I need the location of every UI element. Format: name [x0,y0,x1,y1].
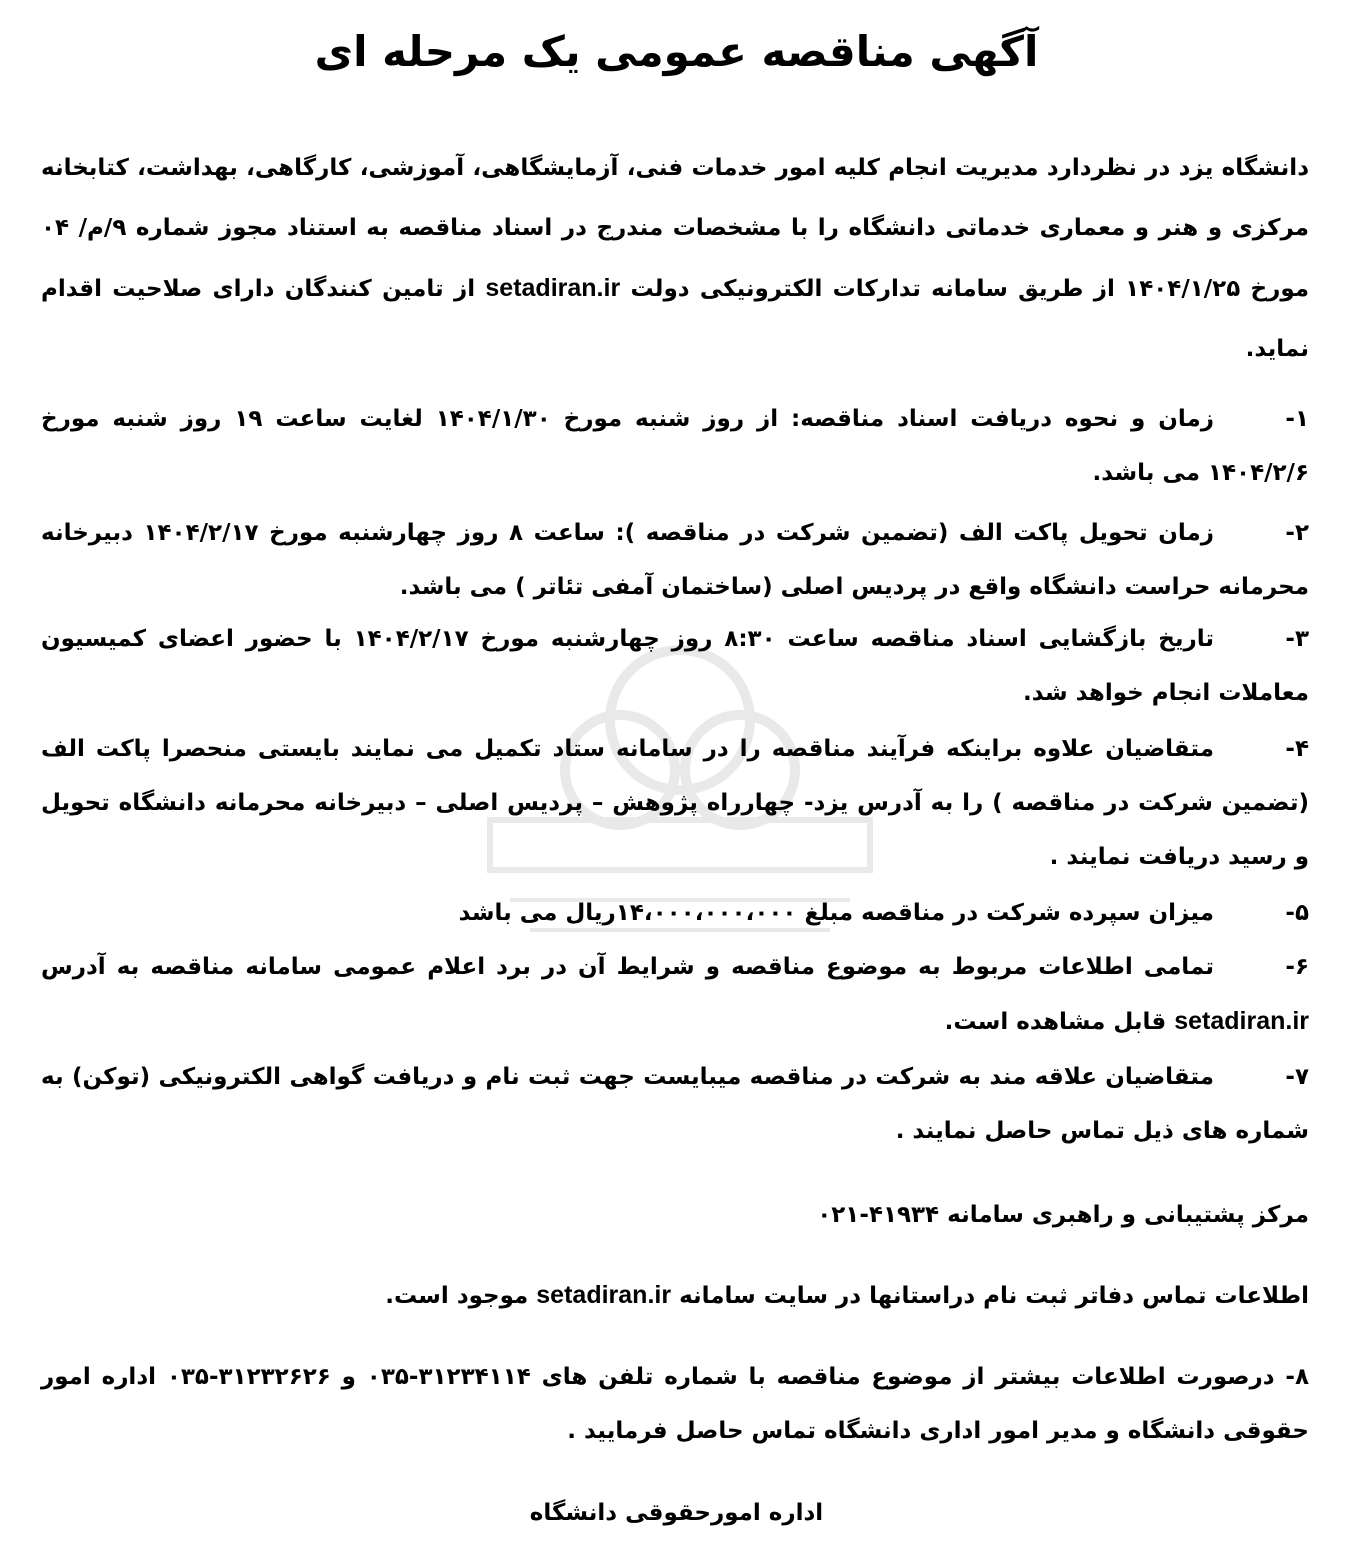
item-1 [41,392,1309,500]
item-5-number: ۵- [1285,900,1309,926]
item-8-text: درصورت اطلاعات بیشتر از موضوع مناقصه با شماره تلفن های ۳۱۲۳۴۱۱۴-۰۳۵ و ۳۱۲۳۲۶۲۶-۰۳۵ اداره امور حقوقی دانشگاه و مدیر امور اداری دانشگاه تماس حاصل فرمایید . [41,1364,1309,1444]
item-7-text: متقاضیان علاقه مند به شرکت در مناقصه میبایست جهت ثبت نام و دریافت گواهی الکترونیکی (توکن) به شماره های ذیل تماس حاصل نمایند . [41,1064,1309,1144]
item-4 [41,722,1309,884]
item-4-text: متقاضیان علاوه براینکه فرآیند مناقصه را در سامانه ستاد تکمیل می نمایند بایستی منحصرا پاکت الف (تضمین شرکت در مناقصه ) را به آدرس یزد- چهارراه پژوهش – پردیس اصلی – دبیرخانه محرمانه دانشگاه تحویل و رسید دریافت نمایند . [41,736,1309,870]
item-8 [41,1350,1309,1458]
item-6-setadiran-link: setadiran.ir [1174,1007,1309,1035]
item-1-text: زمان و نحوه دریافت اسناد مناقصه: از روز شنبه مورخ ۱۴۰۴/۱/۳۰ لغایت ساعت ۱۹ روز شنبه مورخ ۱۴۰۴/۲/۶ می باشد. [41,406,1309,486]
item-2-number: ۲- [1285,520,1309,546]
offices-text-part2: موجود است. [385,1283,537,1309]
item-6-text-end: قابل مشاهده است. [944,1009,1175,1035]
offices-text-part1: اطلاعات تماس دفاتر ثبت نام دراستانها در سایت سامانه [671,1283,1309,1309]
item-6-number: ۶- [1285,954,1309,980]
intro-paragraph [41,138,1309,379]
item-8-number: ۸- [1285,1364,1309,1390]
item-3 [41,612,1309,720]
support-center-line: مرکز پشتیبانی و راهبری سامانه ۴۱۹۳۴-۰۲۱ [817,1202,1309,1228]
item-3-text: تاریخ بازگشایی اسناد مناقصه ساعت ۸:۳۰ روز چهارشنبه مورخ ۱۴۰۴/۲/۱۷ با حضور اعضای کمیسیون معاملات انجام خواهد شد. [41,626,1309,706]
item-5 [41,886,1309,940]
item-7-number: ۷- [1285,1064,1309,1090]
item-4-number: ۴- [1285,736,1309,762]
item-5-text: میزان سپرده شرکت در مناقصه مبلغ ۱۴،۰۰۰،۰۰۰،۰۰۰ریال می باشد [458,900,1214,926]
intro-text-part2: از تامین کنندگان دارای صلاحیت اقدام نماید. [41,276,1309,362]
item-6 [41,940,1309,1049]
intro-setadiran-link: setadiran.ir [485,274,621,302]
item-2-text: زمان تحویل پاکت الف (تضمین شرکت در مناقصه ): ساعت ۸ روز چهارشنبه مورخ ۱۴۰۴/۲/۱۷ دبیرخانه محرمانه حراست دانشگاه واقع در پردیس اصلی (ساختمان آمفی تئاتر ) می باشد. [41,520,1309,600]
notice-title: آگهی مناقصه عمومی یک مرحله ای [314,27,1039,76]
offices-setadiran-link: setadiran.ir [536,1281,672,1309]
item-6-text: تمامی اطلاعات مربوط به موضوع مناقصه و شرایط آن در برد اعلام عمومی سامانه مناقصه به آدرس [41,954,1214,980]
signature-department: اداره امورحقوقی دانشگاه [529,1500,824,1526]
item-2 [41,506,1309,614]
registration-offices-line [41,1275,1309,1316]
item-1-number: ۱- [1285,406,1309,432]
intro-text-part1: دانشگاه یزد در نظردارد مدیریت انجام کلیه امور خدمات فنی، آزمایشگاهی، آموزشی، کارگاهی، بهداشت، کتابخانه مرکزی و هنر و معماری خدماتی دانشگاه را با مشخصات مندرج در اسناد مناقصه به استناد مجوز شماره ۹/م/ ۰۴ مورخ ۱۴۰۴/۱/۲۵ از طریق سامانه تدارکات الکترونیکی دولت [41,155,1310,302]
item-7 [41,1050,1309,1158]
item-3-number: ۳- [1285,626,1309,652]
